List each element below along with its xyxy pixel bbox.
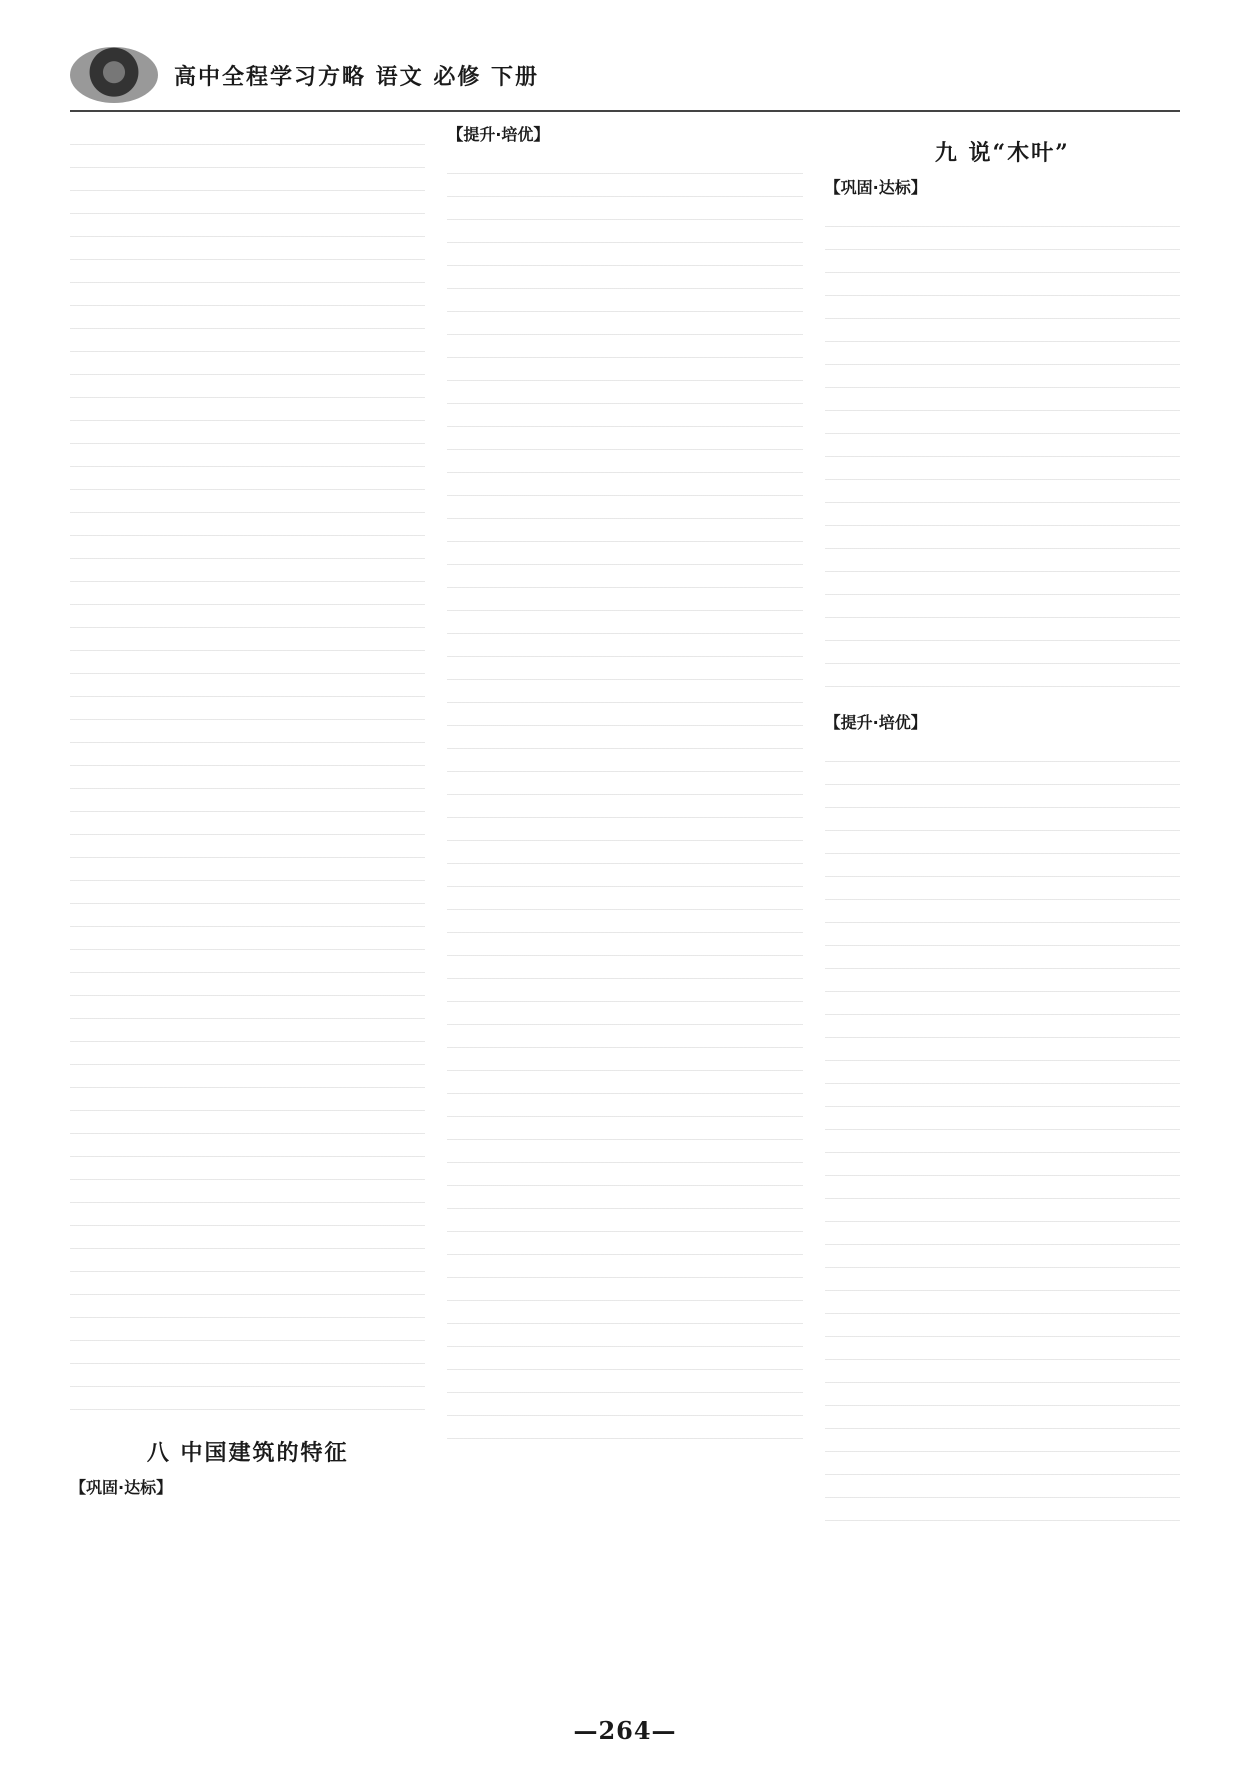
text-block-placeholder: [825, 204, 1180, 704]
page-number: —264—: [573, 1716, 677, 1745]
content-columns: [70, 122, 1180, 1692]
book-logo: [70, 47, 158, 103]
header-title: 高中全程学习方略 语文 必修 下册: [174, 64, 539, 90]
tag-improve: 【提升·培优】: [824, 713, 927, 732]
section-title-8: 八 中国建筑的特征: [146, 1440, 349, 1466]
section-title-9: 九 说“木叶”: [934, 140, 1070, 166]
tag-consolidate: 【巩固·达标】: [70, 1478, 173, 1497]
page-header: [70, 40, 1180, 112]
column-1: [70, 122, 425, 1692]
tag-improve: 【提升·培优】: [447, 125, 550, 144]
text-block-placeholder: [447, 151, 802, 1451]
column-3: [825, 122, 1180, 1692]
column-2: [447, 122, 802, 1692]
text-block-placeholder: [70, 122, 425, 1422]
tag-consolidate: 【巩固·达标】: [824, 178, 927, 197]
text-block-placeholder: [825, 739, 1180, 1539]
